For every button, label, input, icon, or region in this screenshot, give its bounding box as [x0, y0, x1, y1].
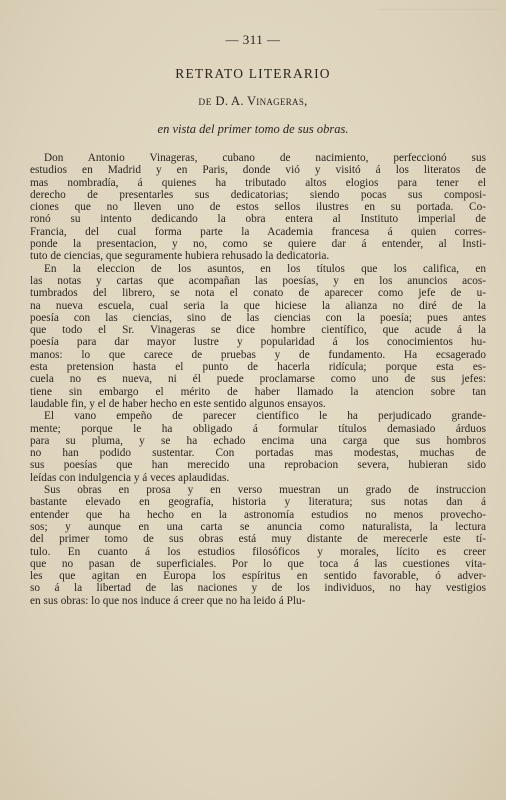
text-line: sos; y aunque en una carta se anuncia como naturalista, la lectura	[30, 520, 486, 533]
text-line: En la eleccion de los asuntos, en los títulos que los califica, en	[44, 262, 486, 275]
text-line: estudios en Madrid y en Paris, donde vió y visitó á los literatos de	[30, 164, 486, 177]
author-line	[0, 94, 506, 109]
text-line: en sus obras: lo que nos induce á creer que no ha leido á Plu-	[30, 594, 306, 607]
text-line: mente; porque le ha obligado á formular títulos demasiado árduos	[30, 422, 486, 435]
text-line: del primer tomo de sus obras está muy distante de merecerle este tí-	[30, 533, 486, 546]
text-line: Francia, del cual forma parte la Academia francesa á quien corres-	[30, 225, 486, 238]
text-line: sus poesías que han merecido una reprobacion severa, hubieran sido	[30, 459, 486, 472]
text-line: derecho de presentarles sus dedicatorias; siendo pocas sus composi-	[30, 188, 486, 201]
article-title: RETRATO LITERARIO	[175, 66, 331, 81]
text-line: cuela no es nueva, ni él puede proclamarse como uno de sus jefes:	[30, 373, 486, 386]
text-line: bastante elevado en geografía, historia y literatura; sus notas dan á	[30, 496, 486, 509]
paragraph	[30, 484, 486, 607]
text-line: so á la libertad de las naciones y de los individuos, no hay vestigios	[30, 582, 486, 595]
article-subtitle: en vista del primer tomo de sus obras.	[157, 122, 349, 136]
text-line: ronó su intento dedicando la obra entera al Instituto imperial de	[30, 213, 486, 226]
text-line: laudable fin, y el de haber hecho en este sentido algunos ensayos.	[30, 397, 326, 410]
show-through-text: .................................................	[377, 2, 500, 13]
text-line: Sus obras en prosa y en verso muestran un grado de instruccion	[44, 484, 486, 497]
text-line: ciones que no lleven uno de estos sellos ilustres en su portada. Co-	[30, 201, 486, 214]
page-number: — 311 —	[225, 32, 281, 47]
text-line: tuto de ciencias, que seguramente hubiera rehusado la dedicatoria.	[30, 250, 330, 263]
text-line: leídas con indulgencia y á veces aplaudidas.	[30, 471, 230, 484]
text-line: entender que ha hecho en la astronomía estudios no menos provecho-	[30, 508, 486, 521]
text-line: tiene sin embargo el mérito de haber llamado la atencion sobre tan	[30, 385, 486, 398]
text-line: que todo el Sr. Vinageras se dice hombre científico, que acude á la	[30, 324, 486, 337]
text-line: tulo. En cuanto á los estudios filosóficos y morales, lícito es creer	[30, 545, 486, 558]
paragraph	[30, 410, 486, 484]
text-line: las notas y cartas que acompañan las poesías, y en los anuncios acos-	[30, 274, 486, 287]
text-line: El vano empeño de parecer científico le ha perjudicado grande-	[44, 410, 486, 423]
text-line: les que agitan en Europa los espíritus en sentido favorable, ó adver-	[30, 570, 486, 583]
paragraph	[30, 263, 486, 411]
paragraph	[30, 152, 486, 263]
text-line: na nueva escuela, cual seria la que hiciese la alianza no diré de la	[30, 299, 486, 312]
text-line: Don Antonio Vinageras, cubano de nacimiento, perfeccionó sus	[44, 152, 486, 164]
text-line: esta pretension hasta el punto de hacerla ridícula; porque esta es-	[30, 361, 486, 374]
text-line: no han podido sustentar. Con portadas mas modestas, muchas de	[30, 447, 486, 460]
text-line: para su pluma, y se ha echado encima una carga que sus hombros	[30, 434, 486, 447]
text-line: manos: lo que carece de pruebas y de fundamento. Ha ecsagerado	[30, 348, 486, 361]
author-prefix: DE	[198, 98, 213, 108]
article-body	[30, 152, 486, 607]
text-line: ponde la presentacion, y no, como se quiere dar á entender, al Insti-	[30, 238, 486, 251]
text-line: poesía para dar mayor lustre y popularidad á los conocimientos hu-	[30, 336, 486, 349]
text-line: que no pasan de superficiales. Por lo que toca á las cuestiones vita-	[30, 557, 486, 570]
text-line: poesía con las ciencias, sino de las ciencias con la poesía; pues antes	[30, 311, 486, 324]
text-line: mas nombradía, á quienes ha tributado altos elogios para tener el	[30, 176, 486, 189]
text-line: tumbrados del librero, se nota el conato de aparecer como jefe de u-	[30, 287, 486, 300]
author-name: D. A. Vinageras,	[215, 94, 308, 108]
